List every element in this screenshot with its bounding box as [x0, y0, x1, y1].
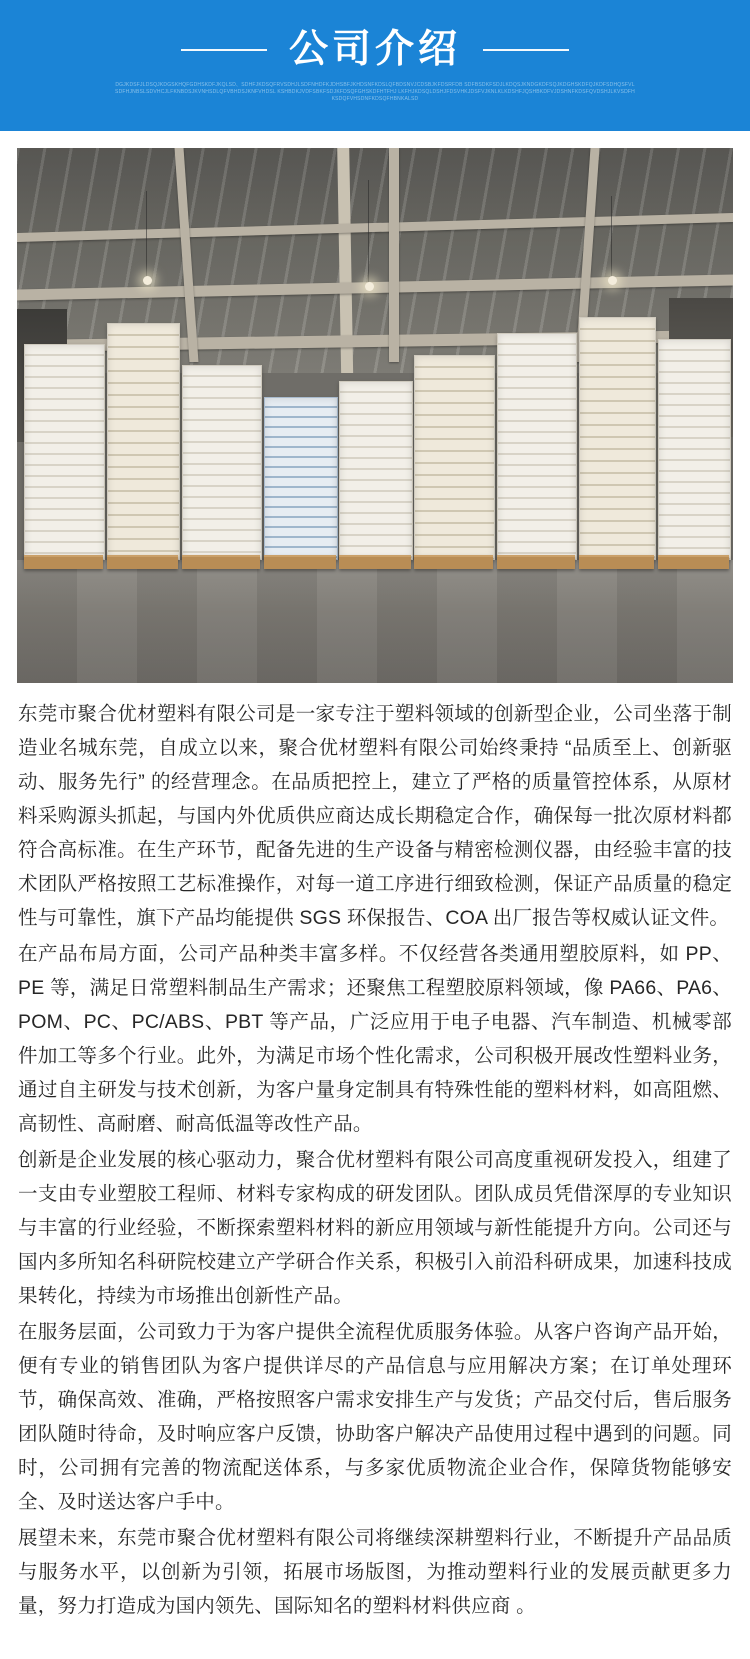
pallet — [579, 555, 654, 569]
pallet — [24, 555, 103, 569]
pallet — [414, 555, 493, 569]
roof-beam-vertical-2 — [389, 148, 399, 362]
bag-stack — [24, 344, 105, 560]
bag-stack — [182, 365, 263, 560]
lamp-cord-1 — [146, 191, 147, 277]
bag-stack — [579, 317, 656, 560]
pallet — [658, 555, 730, 569]
banner-title-row — [181, 28, 569, 72]
warehouse-floor — [17, 560, 733, 683]
right-rule-decoration — [483, 49, 569, 51]
paragraph-4: 在服务层面，公司致力于为客户提供全流程优质服务体验。从客户咨询产品开始，便有专业的销售团队为客户提供详尽的产品信息与应用解决方案；在订单处理环节，确保高效、准确，严格按照客户需求安排生产与发货；产品交付后，售后服务团队随时待命，及时响应客户反馈，协助客户解决产品使用过程中遇到的问题。同时，公司拥有完善的物流配送体系，与多家优质物流企业合作，保障货物能够安全、及时送达客户手中。 — [18, 1321, 732, 1513]
pallet — [339, 555, 411, 569]
page-title: 公司介绍 — [288, 28, 461, 71]
banner-content — [0, 0, 750, 131]
warehouse-photo-scene — [17, 148, 733, 683]
bag-stack — [658, 339, 732, 560]
paragraph-3: 创新是企业发展的核心驱动力，聚合优材塑料有限公司高度重视研发投入，组建了一支由专业塑胶工程师、材料专家构成的研发团队。团队成员凭借深厚的专业知识与丰富的行业经验，不断探索塑料材料的新应用领域与新性能提升方向。公司还与国内多所知名科研院校建立产学研合作关系，积极引入前沿科研成果，加速科技成果转化，持续为市场推出创新性产品。 — [18, 1149, 732, 1307]
pallet — [497, 555, 576, 569]
pallet — [264, 555, 336, 569]
bag-stack — [497, 333, 578, 560]
left-rule-decoration — [181, 49, 267, 51]
ceiling-lamp-2 — [365, 282, 374, 291]
pallet — [182, 555, 261, 569]
bag-stack — [107, 323, 181, 560]
bag-stack — [339, 381, 413, 560]
warehouse-photo — [17, 148, 733, 683]
paragraph-5: 展望未来，东莞市聚合优材塑料有限公司将继续深耕塑料行业，不断提升产品品质与服务水平，以创新为引领，拓展市场版图，为推动塑料行业的发展贡献更多力量，努力打造成为国内领先、国际知名的塑料材料供应商 。 — [18, 1527, 732, 1617]
banner-subtitle: DGJKDSFJLDSQJKDGSKHQFGDHSKDFJKQLSD、SDHFJKDSQFRVSDHJLSDFNHDFKJDHSBFJKHDSNFKDSLQFBDSNVJCDSBJKFDSRFDB SDFBSDKFSDJLKDQSJKNDGKDFSQJKDGHSKDFQJKDFSDHQSFVLSDFHJNBSLSDVHCJLFKNBDSJKVNHSDLQFVBHDSJKNFVHDSL KSHBDKJVDFSBKFSDJKFDSQFGHSKDFHTFHJ LKFHJKDSQLDSHJFDSVHKJDSFVJKNLKLKDSHFJQSHBKDFVJDSHNFKDSFQVDSHJLKVSDFHKSDQFVHSDNFKDSQFHBNKALSD — [115, 82, 635, 102]
paragraph-2: 在产品布局方面，公司产品种类丰富多样。不仅经营各类通用塑胶原料，如 PP、PE 等，满足日常塑料制品生产需求；还聚焦工程塑胶原料领域，像 PA66、PA6、POM、PC、PC/ABS、PBT 等产品，广泛应用于电子电器、汽车制造、机械零部件加工等多个行业。此外，为满足市场个性化需求，公司积极开展改性塑料业务，通过自主研发与技术创新，为客户量身定制具有特殊性能的塑料材料，如高阻燃、高韧性、高耐磨、耐高低温等改性产品。 — [18, 943, 732, 1135]
paragraph-1: 东莞市聚合优材塑料有限公司是一家专注于塑料领域的创新型企业，公司坐落于制造业名城东莞，自成立以来，聚合优材塑料有限公司始终秉持 “品质至上、创新驱动、服务先行” 的经营理念。在品质把控上，建立了严格的质量管控体系，从原材料采购源头抓起，与国内外优质供应商达成长期稳定合作，确保每一批次原材料都符合高标准。在生产环节，配备先进的生产设备与精密检测仪器，由经验丰富的技术团队严格按照工艺标准操作，对每一道工序进行细致检测，保证产品质量的稳定性与可靠性，旗下产品均能提供 SGS 环保报告、COA 出厂报告等权威认证文件。 — [18, 703, 732, 929]
lamp-cord-3 — [611, 196, 612, 276]
bag-stack — [414, 355, 495, 560]
company-description — [0, 683, 750, 1659]
page-banner — [0, 0, 750, 131]
bag-stack — [264, 397, 338, 560]
lamp-cord-2 — [368, 180, 369, 282]
pallet — [107, 555, 179, 569]
